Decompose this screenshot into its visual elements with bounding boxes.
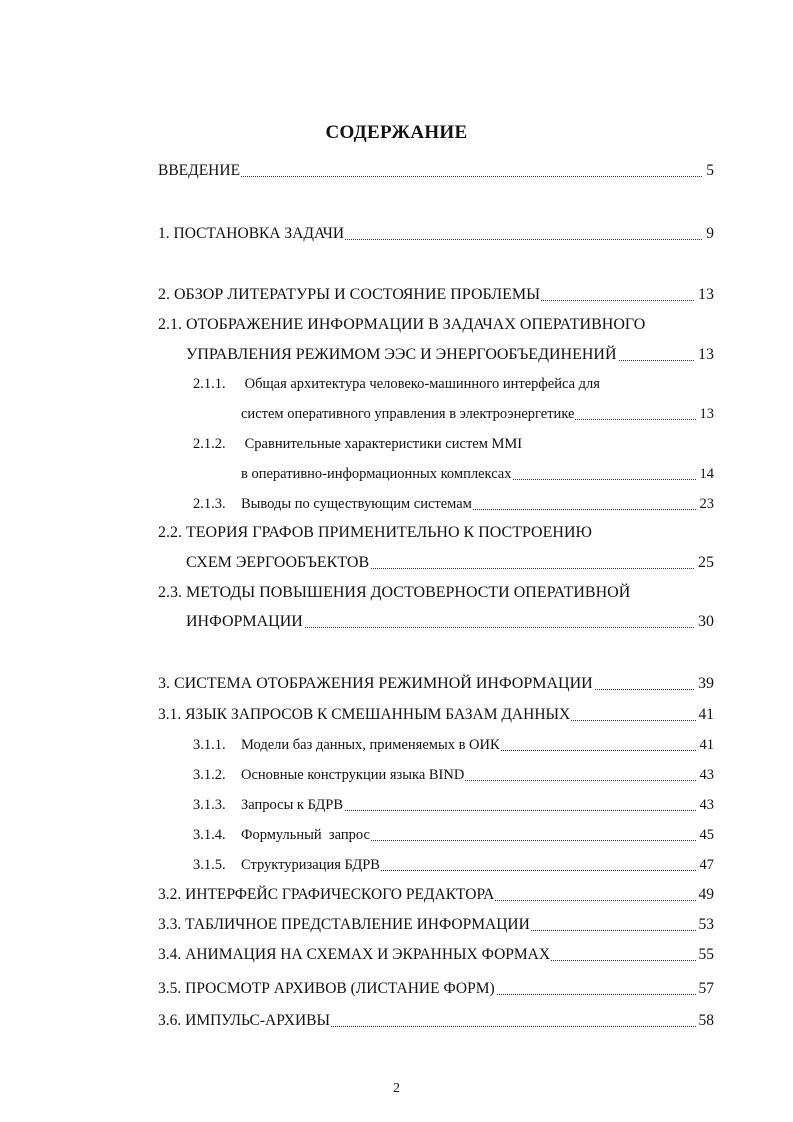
toc-entry-2-1 — [186, 344, 714, 366]
toc-entry-3-3 — [158, 914, 714, 936]
toc-entry-chapter-1 — [158, 223, 714, 245]
toc-entry-label: ПРОСМОТР АРХИВОВ (ЛИСТАНИЕ ФОРМ) — [185, 980, 495, 997]
toc-entry-3-1-2 — [193, 764, 714, 786]
toc-page-number: 47 — [697, 854, 715, 876]
toc-section-number: 3.4. — [158, 946, 182, 963]
toc-page-number: 13 — [695, 344, 714, 366]
toc-entry-text: ТЕОРИЯ ГРАФОВ ПРИМЕНИТЕЛЬНО К ПОСТРОЕНИЮ — [186, 524, 592, 541]
toc-entry-label: АНИМАЦИЯ НА СХЕМАХ И ЭКРАННЫХ ФОРМАХ — [185, 946, 551, 963]
page-number: 2 — [393, 1081, 400, 1096]
toc-entry-text: ИНФОРМАЦИИ — [186, 611, 304, 633]
toc-entry-2-1-1-line1 — [193, 373, 600, 395]
toc-entry-text: 3. СИСТЕМА ОТОБРАЖЕНИЯ РЕЖИМНОЙ ИНФОРМАЦИИ — [158, 673, 594, 695]
toc-entry-text — [193, 824, 371, 846]
toc-entry-label: ЯЗЫК ЗАПРОСОВ К СМЕШАННЫМ БАЗАМ ДАННЫХ — [185, 706, 571, 723]
toc-entry-3-5 — [158, 978, 714, 1000]
toc-entry-text — [193, 493, 473, 515]
toc-page-number: 9 — [703, 223, 714, 245]
toc-entry-label: Запросы к БДРВ — [241, 797, 344, 813]
toc-entry-text: МЕТОДЫ ПОВЫШЕНИЯ ДОСТОВЕРНОСТИ ОПЕРАТИВНОЙ — [186, 584, 631, 601]
toc-entry-label: Основные конструкции языка BIND — [241, 767, 465, 783]
toc-entry-label: Модели баз данных, применяемых в ОИК — [241, 737, 500, 753]
toc-entry-2-2-line1 — [158, 522, 592, 544]
toc-entry-3-1-5 — [193, 854, 714, 876]
toc-entry-text — [193, 764, 465, 786]
toc-entry-2-3 — [186, 611, 714, 633]
toc-entry-3-4 — [158, 944, 714, 966]
toc-page-number: 45 — [697, 824, 715, 846]
toc-entry-text: ВВЕДЕНИЕ — [158, 160, 241, 182]
toc-entry-2-1-1 — [241, 403, 714, 425]
toc-page-number: 13 — [697, 403, 715, 425]
toc-entry-label: Структуризация БДРВ — [241, 857, 380, 873]
toc-page-number: 49 — [696, 884, 715, 906]
toc-entry-text: систем оперативного управления в электроэнергетике — [241, 403, 575, 425]
toc-section-number: 3.5. — [158, 980, 182, 997]
toc-entry-3-1-4 — [193, 824, 714, 846]
toc-entry-text: в оперативно-информационных комплексах — [241, 463, 513, 485]
toc-entry-chapter-3 — [158, 673, 714, 695]
toc-page-number: 13 — [695, 284, 714, 306]
toc-page-number: 23 — [697, 493, 715, 515]
toc-entry-3-1-1 — [193, 734, 714, 756]
toc-page-number: 53 — [696, 914, 715, 936]
toc-section-number: 2.1. — [158, 316, 182, 333]
toc-section-number: 3.1.5. — [193, 857, 226, 873]
toc-page-number: 58 — [696, 1010, 715, 1032]
toc-page-number: 30 — [695, 611, 714, 633]
toc-section-number: 2.2. — [158, 524, 182, 541]
toc-entry-2-1-2 — [241, 463, 714, 485]
toc-section-number: 3.3. — [158, 916, 182, 933]
toc-entry-label: ИМПУЛЬС-АРХИВЫ — [185, 1012, 331, 1029]
toc-entry-label: ИНТЕРФЕЙС ГРАФИЧЕСКОГО РЕДАКТОРА — [185, 886, 495, 903]
toc-section-number: 3.1.3. — [193, 797, 226, 813]
toc-section-number: 2.3. — [158, 584, 182, 601]
toc-entry-text: СХЕМ ЭЕРГООБЪЕКТОВ — [186, 552, 370, 574]
toc-entry-text — [193, 734, 501, 756]
toc-entry-text: ОТОБРАЖЕНИЕ ИНФОРМАЦИИ В ЗАДАЧАХ ОПЕРАТИВНОГО — [186, 316, 646, 333]
toc-page-number: 5 — [703, 160, 714, 182]
toc-section-number: 3.1.1. — [193, 737, 226, 753]
toc-page-number: 55 — [696, 944, 715, 966]
toc-section-number: 2.1.1. — [193, 376, 226, 392]
page-title: СОДЕРЖАНИЕ — [325, 122, 468, 143]
toc-section-number: 2.1.2. — [193, 436, 226, 452]
toc-entry-text — [158, 884, 495, 906]
toc-entry-label: Формульный запрос — [241, 827, 370, 843]
toc-page-number: 25 — [695, 552, 714, 574]
toc-entry-text: УПРАВЛЕНИЯ РЕЖИМОМ ЭЭС И ЭНЕРГООБЪЕДИНЕНИЙ — [186, 344, 618, 366]
toc-page-number: 43 — [697, 764, 715, 786]
toc-page-number: 41 — [697, 734, 715, 756]
toc-section-number: 3.2. — [158, 886, 182, 903]
toc-entry-text: 1. ПОСТАНОВКА ЗАДАЧИ — [158, 223, 345, 245]
toc-section-number: 3.6. — [158, 1012, 182, 1029]
toc-entry-text — [158, 1010, 331, 1032]
toc-section-number: 2.1.3. — [193, 496, 226, 512]
toc-entry-text: 2. ОБЗОР ЛИТЕРАТУРЫ И СОСТОЯНИЕ ПРОБЛЕМЫ — [158, 284, 541, 306]
toc-page-number: 43 — [697, 794, 715, 816]
toc-entry-2-2 — [186, 552, 714, 574]
toc-entry-chapter-2 — [158, 284, 714, 306]
toc-entry-2-3-line1 — [158, 582, 630, 604]
toc-entry-2-1-3 — [193, 493, 714, 515]
toc-entry-text — [193, 854, 381, 876]
toc-entry-text — [158, 704, 571, 726]
toc-page-number: 41 — [696, 704, 715, 726]
toc-entry-text — [158, 978, 496, 1000]
toc-page-number: 39 — [695, 673, 714, 695]
toc-entry-text — [158, 944, 551, 966]
toc-entry-intro — [158, 160, 714, 182]
toc-page-number: 14 — [697, 463, 715, 485]
toc-entry-3-2 — [158, 884, 714, 906]
toc-page-number: 57 — [696, 978, 715, 1000]
toc-entry-2-1-line1 — [158, 314, 645, 336]
toc-section-number: 3.1. — [158, 706, 182, 723]
toc-entry-text: Общая архитектура человеко-машинного интерфейса для — [244, 376, 600, 392]
toc-section-number: 3.1.2. — [193, 767, 226, 783]
toc-entry-3-1 — [158, 704, 714, 726]
toc-entry-3-1-3 — [193, 794, 714, 816]
toc-entry-text — [158, 914, 531, 936]
toc-entry-label: ТАБЛИЧНОЕ ПРЕДСТАВЛЕНИЕ ИНФОРМАЦИИ — [185, 916, 530, 933]
toc-entry-3-6 — [158, 1010, 714, 1032]
toc-entry-text: Сравнительные характеристики систем MMI — [244, 436, 523, 452]
toc-section-number: 3.1.4. — [193, 827, 226, 843]
toc-entry-2-1-2-line1 — [193, 433, 522, 455]
toc-entry-label: Выводы по существующим системам — [241, 496, 472, 512]
toc-entry-text — [193, 794, 344, 816]
